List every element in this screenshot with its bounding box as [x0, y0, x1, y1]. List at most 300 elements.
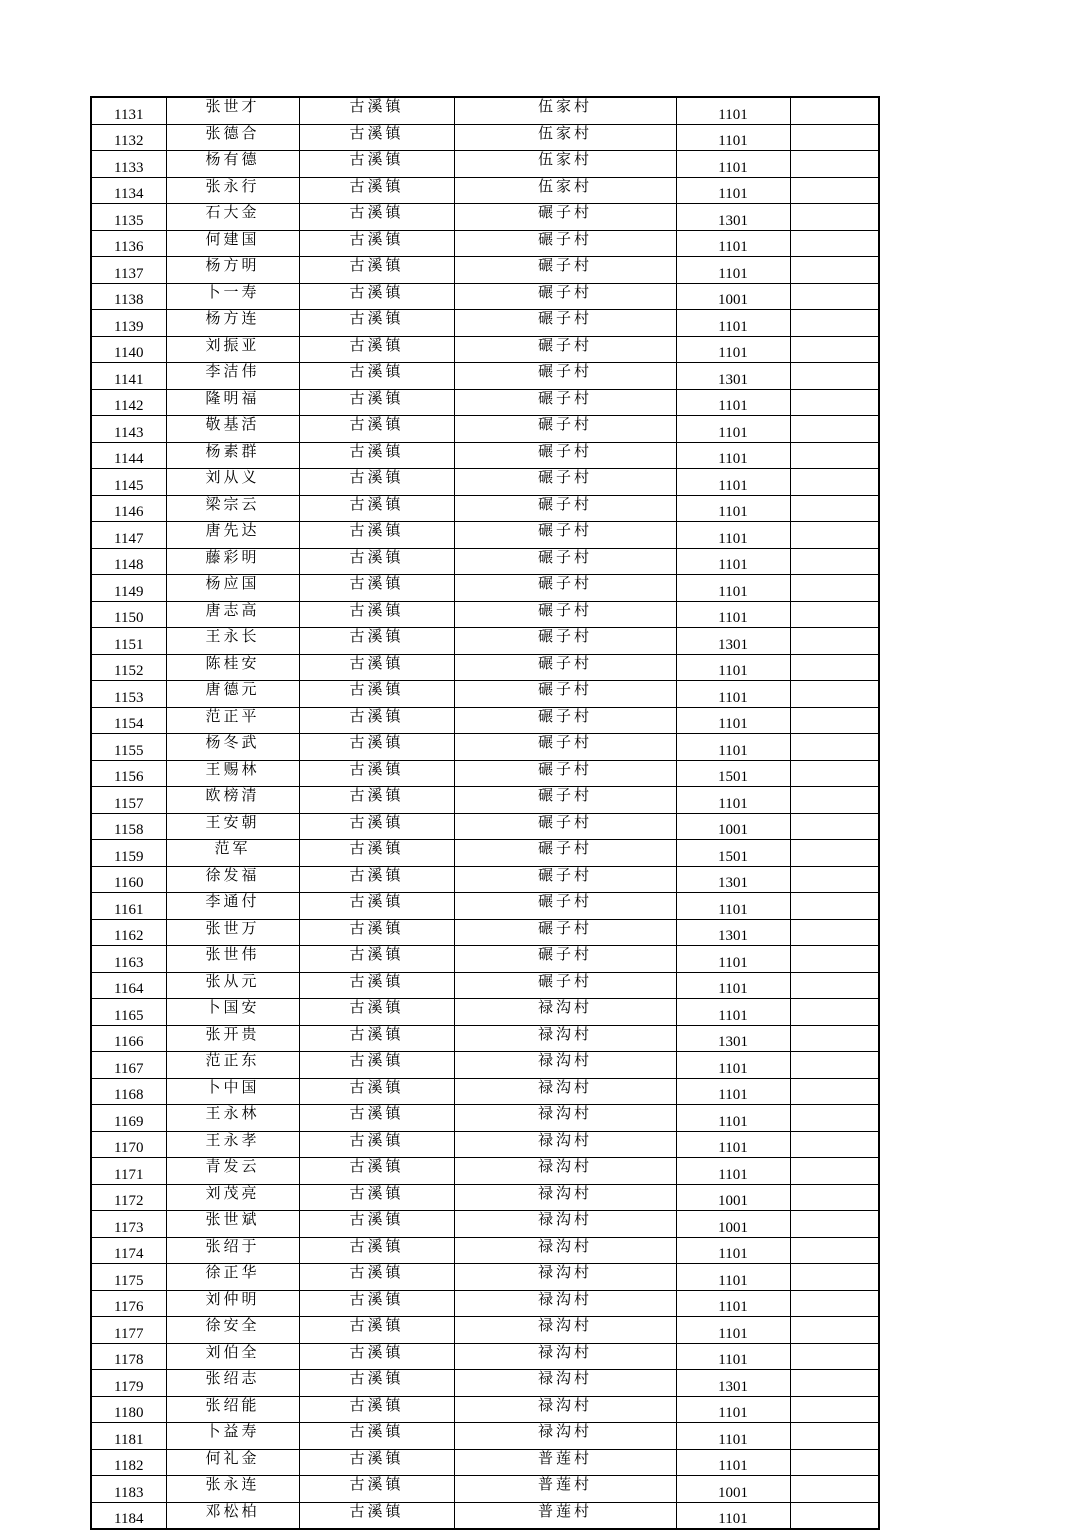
cell-village: 碾子村	[454, 442, 676, 469]
table-row	[91, 575, 879, 602]
cell-note	[790, 1131, 879, 1158]
cell-note	[790, 1184, 879, 1211]
table-row	[91, 840, 879, 867]
cell-village: 碾子村	[454, 813, 676, 840]
cell-person-name: 何建国	[166, 230, 299, 257]
cell-town: 古溪镇	[299, 363, 454, 390]
table-row	[91, 1184, 879, 1211]
cell-person-name: 邓松柏	[166, 1502, 299, 1529]
cell-village: 禄沟村	[454, 1370, 676, 1397]
cell-village: 伍家村	[454, 177, 676, 204]
cell-village: 碾子村	[454, 522, 676, 549]
cell-village: 碾子村	[454, 893, 676, 920]
cell-person-name: 卜国安	[166, 999, 299, 1026]
cell-town: 古溪镇	[299, 1131, 454, 1158]
cell-code: 1101	[676, 257, 790, 284]
cell-person-name: 青发云	[166, 1158, 299, 1185]
cell-village: 碾子村	[454, 416, 676, 443]
cell-note	[790, 1502, 879, 1529]
cell-note	[790, 1158, 879, 1185]
cell-serial-number: 1173	[91, 1211, 166, 1238]
cell-person-name: 张世才	[166, 97, 299, 124]
cell-village: 碾子村	[454, 230, 676, 257]
cell-person-name: 李通付	[166, 893, 299, 920]
cell-code: 1301	[676, 628, 790, 655]
cell-serial-number: 1135	[91, 204, 166, 231]
cell-person-name: 石大金	[166, 204, 299, 231]
cell-person-name: 唐德元	[166, 681, 299, 708]
table-row	[91, 230, 879, 257]
cell-code: 1101	[676, 1105, 790, 1132]
cell-note	[790, 1290, 879, 1317]
cell-code: 1101	[676, 1317, 790, 1344]
cell-serial-number: 1181	[91, 1423, 166, 1450]
cell-serial-number: 1160	[91, 866, 166, 893]
cell-town: 古溪镇	[299, 1105, 454, 1132]
cell-code: 1101	[676, 548, 790, 575]
cell-code: 1101	[676, 601, 790, 628]
table-row	[91, 522, 879, 549]
cell-village: 碾子村	[454, 681, 676, 708]
table-row	[91, 866, 879, 893]
cell-serial-number: 1153	[91, 681, 166, 708]
cell-person-name: 敬基活	[166, 416, 299, 443]
cell-town: 古溪镇	[299, 124, 454, 151]
table-row	[91, 1502, 879, 1529]
cell-person-name: 王永长	[166, 628, 299, 655]
cell-code: 1101	[676, 469, 790, 496]
cell-serial-number: 1131	[91, 97, 166, 124]
cell-code: 1101	[676, 1290, 790, 1317]
cell-note	[790, 310, 879, 337]
cell-note	[790, 124, 879, 151]
cell-village: 碾子村	[454, 469, 676, 496]
cell-note	[790, 389, 879, 416]
table-row	[91, 919, 879, 946]
cell-village: 禄沟村	[454, 1343, 676, 1370]
cell-village: 碾子村	[454, 972, 676, 999]
table-row	[91, 548, 879, 575]
cell-village: 碾子村	[454, 866, 676, 893]
cell-town: 古溪镇	[299, 257, 454, 284]
cell-town: 古溪镇	[299, 601, 454, 628]
cell-village: 禄沟村	[454, 1317, 676, 1344]
cell-code: 1101	[676, 1423, 790, 1450]
table-row	[91, 1158, 879, 1185]
cell-person-name: 唐志高	[166, 601, 299, 628]
table-row	[91, 628, 879, 655]
table-row	[91, 1476, 879, 1503]
cell-note	[790, 177, 879, 204]
cell-town: 古溪镇	[299, 628, 454, 655]
cell-person-name: 王永孝	[166, 1131, 299, 1158]
cell-code: 1101	[676, 151, 790, 178]
cell-note	[790, 654, 879, 681]
cell-village: 禄沟村	[454, 1211, 676, 1238]
cell-town: 古溪镇	[299, 1476, 454, 1503]
cell-village: 普莲村	[454, 1502, 676, 1529]
table-row	[91, 1264, 879, 1291]
cell-note	[790, 972, 879, 999]
cell-person-name: 杨素群	[166, 442, 299, 469]
cell-serial-number: 1151	[91, 628, 166, 655]
cell-town: 古溪镇	[299, 151, 454, 178]
cell-serial-number: 1169	[91, 1105, 166, 1132]
cell-person-name: 张绍于	[166, 1237, 299, 1264]
cell-town: 古溪镇	[299, 230, 454, 257]
cell-serial-number: 1167	[91, 1052, 166, 1079]
table-row	[91, 1078, 879, 1105]
cell-person-name: 刘茂亮	[166, 1184, 299, 1211]
cell-village: 碾子村	[454, 707, 676, 734]
cell-village: 碾子村	[454, 760, 676, 787]
cell-code: 1001	[676, 1184, 790, 1211]
cell-person-name: 范正平	[166, 707, 299, 734]
cell-serial-number: 1180	[91, 1396, 166, 1423]
cell-code: 1101	[676, 336, 790, 363]
cell-code: 1101	[676, 999, 790, 1026]
cell-code: 1301	[676, 1025, 790, 1052]
table-row	[91, 1449, 879, 1476]
cell-town: 古溪镇	[299, 522, 454, 549]
cell-village: 碾子村	[454, 787, 676, 814]
cell-note	[790, 760, 879, 787]
cell-village: 碾子村	[454, 363, 676, 390]
cell-town: 古溪镇	[299, 1370, 454, 1397]
cell-serial-number: 1139	[91, 310, 166, 337]
cell-village: 碾子村	[454, 919, 676, 946]
cell-note	[790, 230, 879, 257]
cell-person-name: 刘仲明	[166, 1290, 299, 1317]
cell-serial-number: 1134	[91, 177, 166, 204]
cell-note	[790, 601, 879, 628]
table-row	[91, 1370, 879, 1397]
cell-serial-number: 1142	[91, 389, 166, 416]
cell-person-name: 张从元	[166, 972, 299, 999]
cell-serial-number: 1166	[91, 1025, 166, 1052]
cell-person-name: 欧榜清	[166, 787, 299, 814]
cell-note	[790, 495, 879, 522]
cell-person-name: 张德合	[166, 124, 299, 151]
cell-person-name: 张绍志	[166, 1370, 299, 1397]
cell-serial-number: 1158	[91, 813, 166, 840]
cell-note	[790, 1317, 879, 1344]
cell-code: 1101	[676, 946, 790, 973]
cell-town: 古溪镇	[299, 1025, 454, 1052]
cell-code: 1101	[676, 522, 790, 549]
table-row	[91, 442, 879, 469]
cell-town: 古溪镇	[299, 1449, 454, 1476]
cell-code: 1001	[676, 283, 790, 310]
cell-town: 古溪镇	[299, 681, 454, 708]
cell-town: 古溪镇	[299, 495, 454, 522]
table-row	[91, 601, 879, 628]
cell-note	[790, 999, 879, 1026]
cell-serial-number: 1161	[91, 893, 166, 920]
cell-town: 古溪镇	[299, 1078, 454, 1105]
cell-village: 碾子村	[454, 495, 676, 522]
cell-person-name: 李洁伟	[166, 363, 299, 390]
cell-town: 古溪镇	[299, 919, 454, 946]
table-row	[91, 1423, 879, 1450]
cell-town: 古溪镇	[299, 707, 454, 734]
cell-serial-number: 1150	[91, 601, 166, 628]
cell-town: 古溪镇	[299, 946, 454, 973]
cell-village: 碾子村	[454, 575, 676, 602]
cell-village: 伍家村	[454, 124, 676, 151]
cell-town: 古溪镇	[299, 416, 454, 443]
cell-person-name: 范正东	[166, 1052, 299, 1079]
table-row	[91, 310, 879, 337]
cell-person-name: 隆明福	[166, 389, 299, 416]
table-row	[91, 813, 879, 840]
cell-code: 1101	[676, 893, 790, 920]
cell-person-name: 张世斌	[166, 1211, 299, 1238]
cell-village: 禄沟村	[454, 1052, 676, 1079]
cell-village: 碾子村	[454, 840, 676, 867]
table-row	[91, 97, 879, 124]
cell-village: 禄沟村	[454, 1423, 676, 1450]
cell-note	[790, 1025, 879, 1052]
cell-person-name: 梁宗云	[166, 495, 299, 522]
cell-village: 普莲村	[454, 1449, 676, 1476]
cell-note	[790, 1078, 879, 1105]
cell-code: 1101	[676, 1396, 790, 1423]
cell-person-name: 张永连	[166, 1476, 299, 1503]
cell-note	[790, 416, 879, 443]
cell-village: 伍家村	[454, 97, 676, 124]
cell-note	[790, 893, 879, 920]
cell-person-name: 刘伯全	[166, 1343, 299, 1370]
table-row	[91, 946, 879, 973]
cell-code: 1501	[676, 760, 790, 787]
cell-village: 禄沟村	[454, 999, 676, 1026]
cell-village: 碾子村	[454, 946, 676, 973]
cell-town: 古溪镇	[299, 1052, 454, 1079]
cell-code: 1101	[676, 1237, 790, 1264]
table-row	[91, 999, 879, 1026]
cell-code: 1101	[676, 495, 790, 522]
cell-note	[790, 283, 879, 310]
table-row	[91, 1317, 879, 1344]
cell-town: 古溪镇	[299, 548, 454, 575]
table-row	[91, 893, 879, 920]
cell-town: 古溪镇	[299, 972, 454, 999]
cell-serial-number: 1147	[91, 522, 166, 549]
cell-town: 古溪镇	[299, 283, 454, 310]
table-row	[91, 707, 879, 734]
cell-code: 1301	[676, 1370, 790, 1397]
cell-code: 1101	[676, 1449, 790, 1476]
cell-village: 碾子村	[454, 389, 676, 416]
cell-town: 古溪镇	[299, 1237, 454, 1264]
cell-town: 古溪镇	[299, 734, 454, 761]
table-row	[91, 177, 879, 204]
cell-town: 古溪镇	[299, 1158, 454, 1185]
cell-village: 碾子村	[454, 283, 676, 310]
cell-village: 伍家村	[454, 151, 676, 178]
cell-serial-number: 1164	[91, 972, 166, 999]
cell-note	[790, 628, 879, 655]
cell-person-name: 范军	[166, 840, 299, 867]
cell-village: 禄沟村	[454, 1237, 676, 1264]
cell-note	[790, 1370, 879, 1397]
cell-serial-number: 1136	[91, 230, 166, 257]
cell-village: 碾子村	[454, 257, 676, 284]
cell-person-name: 卜一寿	[166, 283, 299, 310]
cell-village: 禄沟村	[454, 1264, 676, 1291]
cell-town: 古溪镇	[299, 575, 454, 602]
cell-code: 1101	[676, 681, 790, 708]
cell-town: 古溪镇	[299, 1264, 454, 1291]
cell-code: 1101	[676, 575, 790, 602]
cell-note	[790, 151, 879, 178]
cell-town: 古溪镇	[299, 97, 454, 124]
table-row	[91, 1052, 879, 1079]
cell-village: 禄沟村	[454, 1131, 676, 1158]
table-row	[91, 283, 879, 310]
cell-town: 古溪镇	[299, 1290, 454, 1317]
cell-code: 1101	[676, 734, 790, 761]
cell-town: 古溪镇	[299, 204, 454, 231]
cell-serial-number: 1148	[91, 548, 166, 575]
cell-village: 碾子村	[454, 734, 676, 761]
cell-person-name: 张永行	[166, 177, 299, 204]
cell-serial-number: 1178	[91, 1343, 166, 1370]
table-row	[91, 654, 879, 681]
cell-person-name: 唐先达	[166, 522, 299, 549]
table-row	[91, 469, 879, 496]
cell-note	[790, 866, 879, 893]
cell-note	[790, 204, 879, 231]
cell-serial-number: 1162	[91, 919, 166, 946]
cell-serial-number: 1171	[91, 1158, 166, 1185]
table-row	[91, 336, 879, 363]
cell-code: 1101	[676, 124, 790, 151]
cell-person-name: 卜益寿	[166, 1423, 299, 1450]
cell-serial-number: 1163	[91, 946, 166, 973]
cell-serial-number: 1174	[91, 1237, 166, 1264]
cell-town: 古溪镇	[299, 1317, 454, 1344]
cell-serial-number: 1144	[91, 442, 166, 469]
cell-village: 禄沟村	[454, 1290, 676, 1317]
cell-code: 1001	[676, 1211, 790, 1238]
cell-code: 1001	[676, 1476, 790, 1503]
cell-serial-number: 1182	[91, 1449, 166, 1476]
cell-code: 1101	[676, 97, 790, 124]
table-row	[91, 389, 879, 416]
cell-town: 古溪镇	[299, 469, 454, 496]
cell-note	[790, 1396, 879, 1423]
cell-note	[790, 575, 879, 602]
cell-person-name: 刘振亚	[166, 336, 299, 363]
roster-table	[90, 96, 880, 1530]
table-row	[91, 760, 879, 787]
cell-code: 1301	[676, 866, 790, 893]
cell-note	[790, 548, 879, 575]
cell-serial-number: 1176	[91, 1290, 166, 1317]
cell-person-name: 徐正华	[166, 1264, 299, 1291]
cell-person-name: 陈桂安	[166, 654, 299, 681]
cell-village: 碾子村	[454, 654, 676, 681]
cell-code: 1101	[676, 707, 790, 734]
table-row	[91, 363, 879, 390]
cell-note	[790, 946, 879, 973]
cell-town: 古溪镇	[299, 866, 454, 893]
cell-serial-number: 1143	[91, 416, 166, 443]
cell-serial-number: 1133	[91, 151, 166, 178]
cell-person-name: 杨方连	[166, 310, 299, 337]
cell-serial-number: 1184	[91, 1502, 166, 1529]
cell-person-name: 杨冬武	[166, 734, 299, 761]
cell-serial-number: 1145	[91, 469, 166, 496]
cell-serial-number: 1172	[91, 1184, 166, 1211]
cell-code: 1101	[676, 310, 790, 337]
cell-person-name: 杨应国	[166, 575, 299, 602]
table-row	[91, 1237, 879, 1264]
cell-code: 1101	[676, 1052, 790, 1079]
cell-note	[790, 840, 879, 867]
cell-serial-number: 1152	[91, 654, 166, 681]
cell-town: 古溪镇	[299, 1502, 454, 1529]
cell-town: 古溪镇	[299, 787, 454, 814]
cell-person-name: 张世万	[166, 919, 299, 946]
cell-person-name: 张世伟	[166, 946, 299, 973]
cell-code: 1101	[676, 787, 790, 814]
table-row	[91, 204, 879, 231]
cell-code: 1101	[676, 1078, 790, 1105]
cell-serial-number: 1140	[91, 336, 166, 363]
cell-note	[790, 734, 879, 761]
cell-code: 1101	[676, 416, 790, 443]
cell-town: 古溪镇	[299, 177, 454, 204]
cell-serial-number: 1156	[91, 760, 166, 787]
table-row	[91, 1131, 879, 1158]
table-row	[91, 416, 879, 443]
cell-code: 1101	[676, 230, 790, 257]
cell-note	[790, 707, 879, 734]
table-row	[91, 681, 879, 708]
cell-serial-number: 1154	[91, 707, 166, 734]
cell-code: 1301	[676, 363, 790, 390]
cell-village: 禄沟村	[454, 1396, 676, 1423]
cell-serial-number: 1157	[91, 787, 166, 814]
cell-person-name: 张开贵	[166, 1025, 299, 1052]
cell-person-name: 杨有德	[166, 151, 299, 178]
table-row	[91, 734, 879, 761]
cell-code: 1101	[676, 1343, 790, 1370]
table-row	[91, 151, 879, 178]
cell-note	[790, 787, 879, 814]
cell-serial-number: 1137	[91, 257, 166, 284]
cell-note	[790, 919, 879, 946]
cell-note	[790, 442, 879, 469]
table-row	[91, 257, 879, 284]
cell-village: 禄沟村	[454, 1184, 676, 1211]
cell-code: 1101	[676, 177, 790, 204]
cell-village: 碾子村	[454, 628, 676, 655]
cell-village: 禄沟村	[454, 1025, 676, 1052]
cell-note	[790, 1476, 879, 1503]
cell-code: 1301	[676, 204, 790, 231]
cell-code: 1101	[676, 389, 790, 416]
cell-town: 古溪镇	[299, 654, 454, 681]
cell-serial-number: 1141	[91, 363, 166, 390]
cell-code: 1101	[676, 1502, 790, 1529]
cell-town: 古溪镇	[299, 999, 454, 1026]
cell-note	[790, 1105, 879, 1132]
cell-person-name: 徐安全	[166, 1317, 299, 1344]
